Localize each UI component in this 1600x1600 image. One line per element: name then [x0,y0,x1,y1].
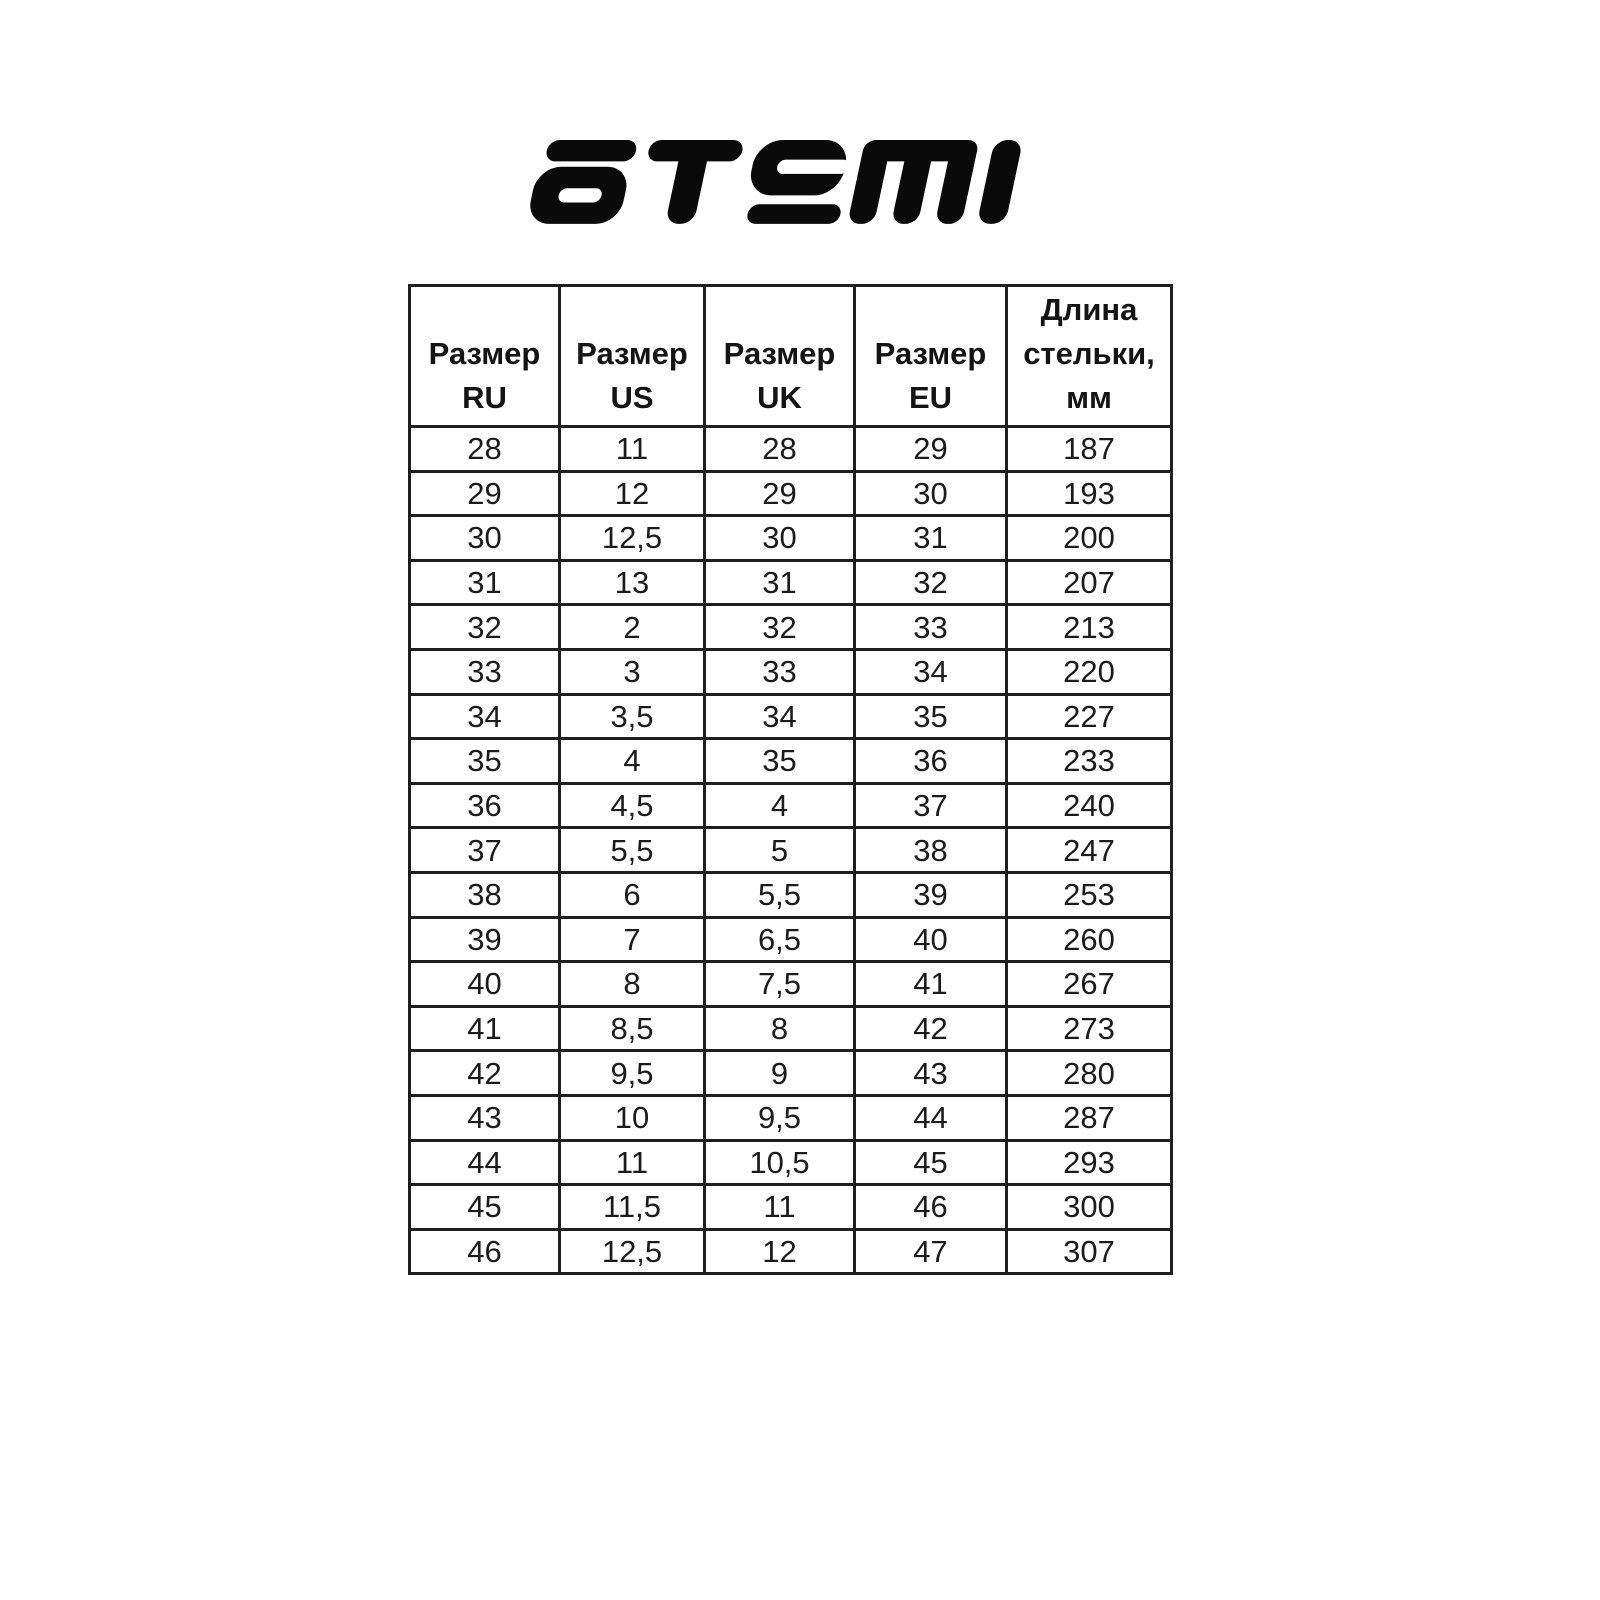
table-cell: 9,5 [560,1051,705,1096]
table-cell: 11 [560,1140,705,1185]
header-line: мм [1066,380,1112,415]
table-cell: 45 [855,1140,1007,1185]
header-line: стельки, [1023,336,1155,371]
table-cell: 11,5 [560,1185,705,1230]
table-cell: 11 [705,1185,855,1230]
logo-letter-m-leg1 [847,140,892,224]
table-cell: 47 [855,1229,1007,1274]
table-cell: 260 [1007,917,1172,962]
table-row [410,917,1172,962]
table-body [410,427,1172,1274]
table-cell: 287 [1007,1095,1172,1140]
header-line: Размер [576,336,688,371]
table-cell: 28 [410,427,560,472]
table-cell: 39 [410,917,560,962]
header-line: UK [757,380,802,415]
logo-letter-i-stem [977,140,1023,224]
table-cell: 280 [1007,1051,1172,1096]
table-cell: 32 [705,605,855,650]
table-cell: 11 [560,427,705,472]
table-cell: 29 [705,471,855,516]
table-cell: 32 [410,605,560,650]
table-cell: 220 [1007,649,1172,694]
table-header [410,286,1172,427]
table-cell: 34 [410,694,560,739]
table-cell: 43 [410,1095,560,1140]
table-cell: 307 [1007,1229,1172,1274]
table-cell: 5,5 [705,872,855,917]
logo-letter-e-underbar [745,204,842,224]
table-cell: 33 [705,649,855,694]
column-header [1007,286,1172,427]
table-cell: 6 [560,872,705,917]
table-cell: 240 [1007,783,1172,828]
table-cell: 200 [1007,516,1172,561]
table-row [410,427,1172,472]
table-cell: 193 [1007,471,1172,516]
table-row [410,1185,1172,1230]
table-cell: 30 [410,516,560,561]
table-cell: 28 [705,427,855,472]
table-cell: 12,5 [560,516,705,561]
header-line: EU [908,380,953,415]
table-cell: 29 [855,427,1007,472]
logo-letter-a-counter [557,188,603,202]
table-cell: 7,5 [705,962,855,1007]
atemi-logo [523,134,1023,246]
table-cell: 12 [705,1229,855,1274]
table-row [410,560,1172,605]
logo-letter-e-counter [776,160,850,174]
table-row [410,471,1172,516]
atemi-logo-letters [526,140,1023,224]
table-cell: 46 [410,1229,560,1274]
table-row [410,1095,1172,1140]
table-cell: 247 [1007,828,1172,873]
table-cell: 9 [705,1051,855,1096]
table-cell: 253 [1007,872,1172,917]
table-cell: 31 [705,560,855,605]
table-cell: 8 [560,962,705,1007]
table-cell: 273 [1007,1006,1172,1051]
table-cell: 33 [855,605,1007,650]
header-line: Длина [1040,292,1138,327]
table-cell: 9,5 [705,1095,855,1140]
table-row [410,605,1172,650]
table-cell: 39 [855,872,1007,917]
table-cell: 42 [855,1006,1007,1051]
table-cell: 46 [855,1185,1007,1230]
table-cell: 31 [410,560,560,605]
table-row [410,783,1172,828]
table-cell: 37 [410,828,560,873]
table-cell: 35 [855,694,1007,739]
table-row [410,1229,1172,1274]
table-cell: 5,5 [560,828,705,873]
table-row [410,649,1172,694]
table-cell: 3,5 [560,694,705,739]
table-cell: 44 [410,1140,560,1185]
table-row [410,828,1172,873]
table-cell: 34 [855,649,1007,694]
header-line: Размер [428,336,541,371]
table-cell: 41 [410,1006,560,1051]
table-cell: 31 [855,516,1007,561]
table-cell: 10,5 [705,1140,855,1185]
table-cell: 38 [855,828,1007,873]
table-cell: 29 [410,471,560,516]
table-cell: 32 [855,560,1007,605]
header-line: Размер [874,336,987,371]
table-cell: 5 [705,828,855,873]
header-row [410,286,1172,427]
table-cell: 267 [1007,962,1172,1007]
table-cell: 2 [560,605,705,650]
table-cell: 293 [1007,1140,1172,1185]
column-header [705,286,855,427]
table-cell: 7 [560,917,705,962]
column-header [855,286,1007,427]
table-cell: 43 [855,1051,1007,1096]
table-row [410,739,1172,784]
table-cell: 34 [705,694,855,739]
table-cell: 213 [1007,605,1172,650]
size-chart-table [408,284,1173,1275]
table-cell: 30 [705,516,855,561]
table-cell: 36 [855,739,1007,784]
table-cell: 38 [410,872,560,917]
table-cell: 44 [855,1095,1007,1140]
table-cell: 41 [855,962,1007,1007]
table-cell: 12 [560,471,705,516]
table-cell: 4 [705,783,855,828]
column-header [560,286,705,427]
table-row [410,962,1172,1007]
table-cell: 40 [855,917,1007,962]
table-cell: 40 [410,962,560,1007]
table-row [410,872,1172,917]
table-cell: 6,5 [705,917,855,962]
header-line: Размер [723,336,836,371]
table-cell: 35 [410,739,560,784]
table-cell: 207 [1007,560,1172,605]
table-cell: 42 [410,1051,560,1096]
table-cell: 12,5 [560,1229,705,1274]
table-row [410,1006,1172,1051]
table-cell: 233 [1007,739,1172,784]
logo-letter-a-bar [544,140,638,161]
column-header [410,286,560,427]
table-cell: 13 [560,560,705,605]
table-cell: 33 [410,649,560,694]
table-cell: 10 [560,1095,705,1140]
table-cell: 4 [560,739,705,784]
table-row [410,516,1172,561]
table-cell: 187 [1007,427,1172,472]
table-cell: 37 [855,783,1007,828]
header-line: US [610,380,654,415]
table-row [410,694,1172,739]
table-row [410,1140,1172,1185]
header-line: RU [462,380,507,415]
table-cell: 30 [855,471,1007,516]
table-cell: 36 [410,783,560,828]
table-cell: 8 [705,1006,855,1051]
table-cell: 300 [1007,1185,1172,1230]
table-row [410,1051,1172,1096]
table-cell: 35 [705,739,855,784]
table-cell: 4,5 [560,783,705,828]
table-cell: 227 [1007,694,1172,739]
table-cell: 45 [410,1185,560,1230]
table-cell: 8,5 [560,1006,705,1051]
table-cell: 3 [560,649,705,694]
